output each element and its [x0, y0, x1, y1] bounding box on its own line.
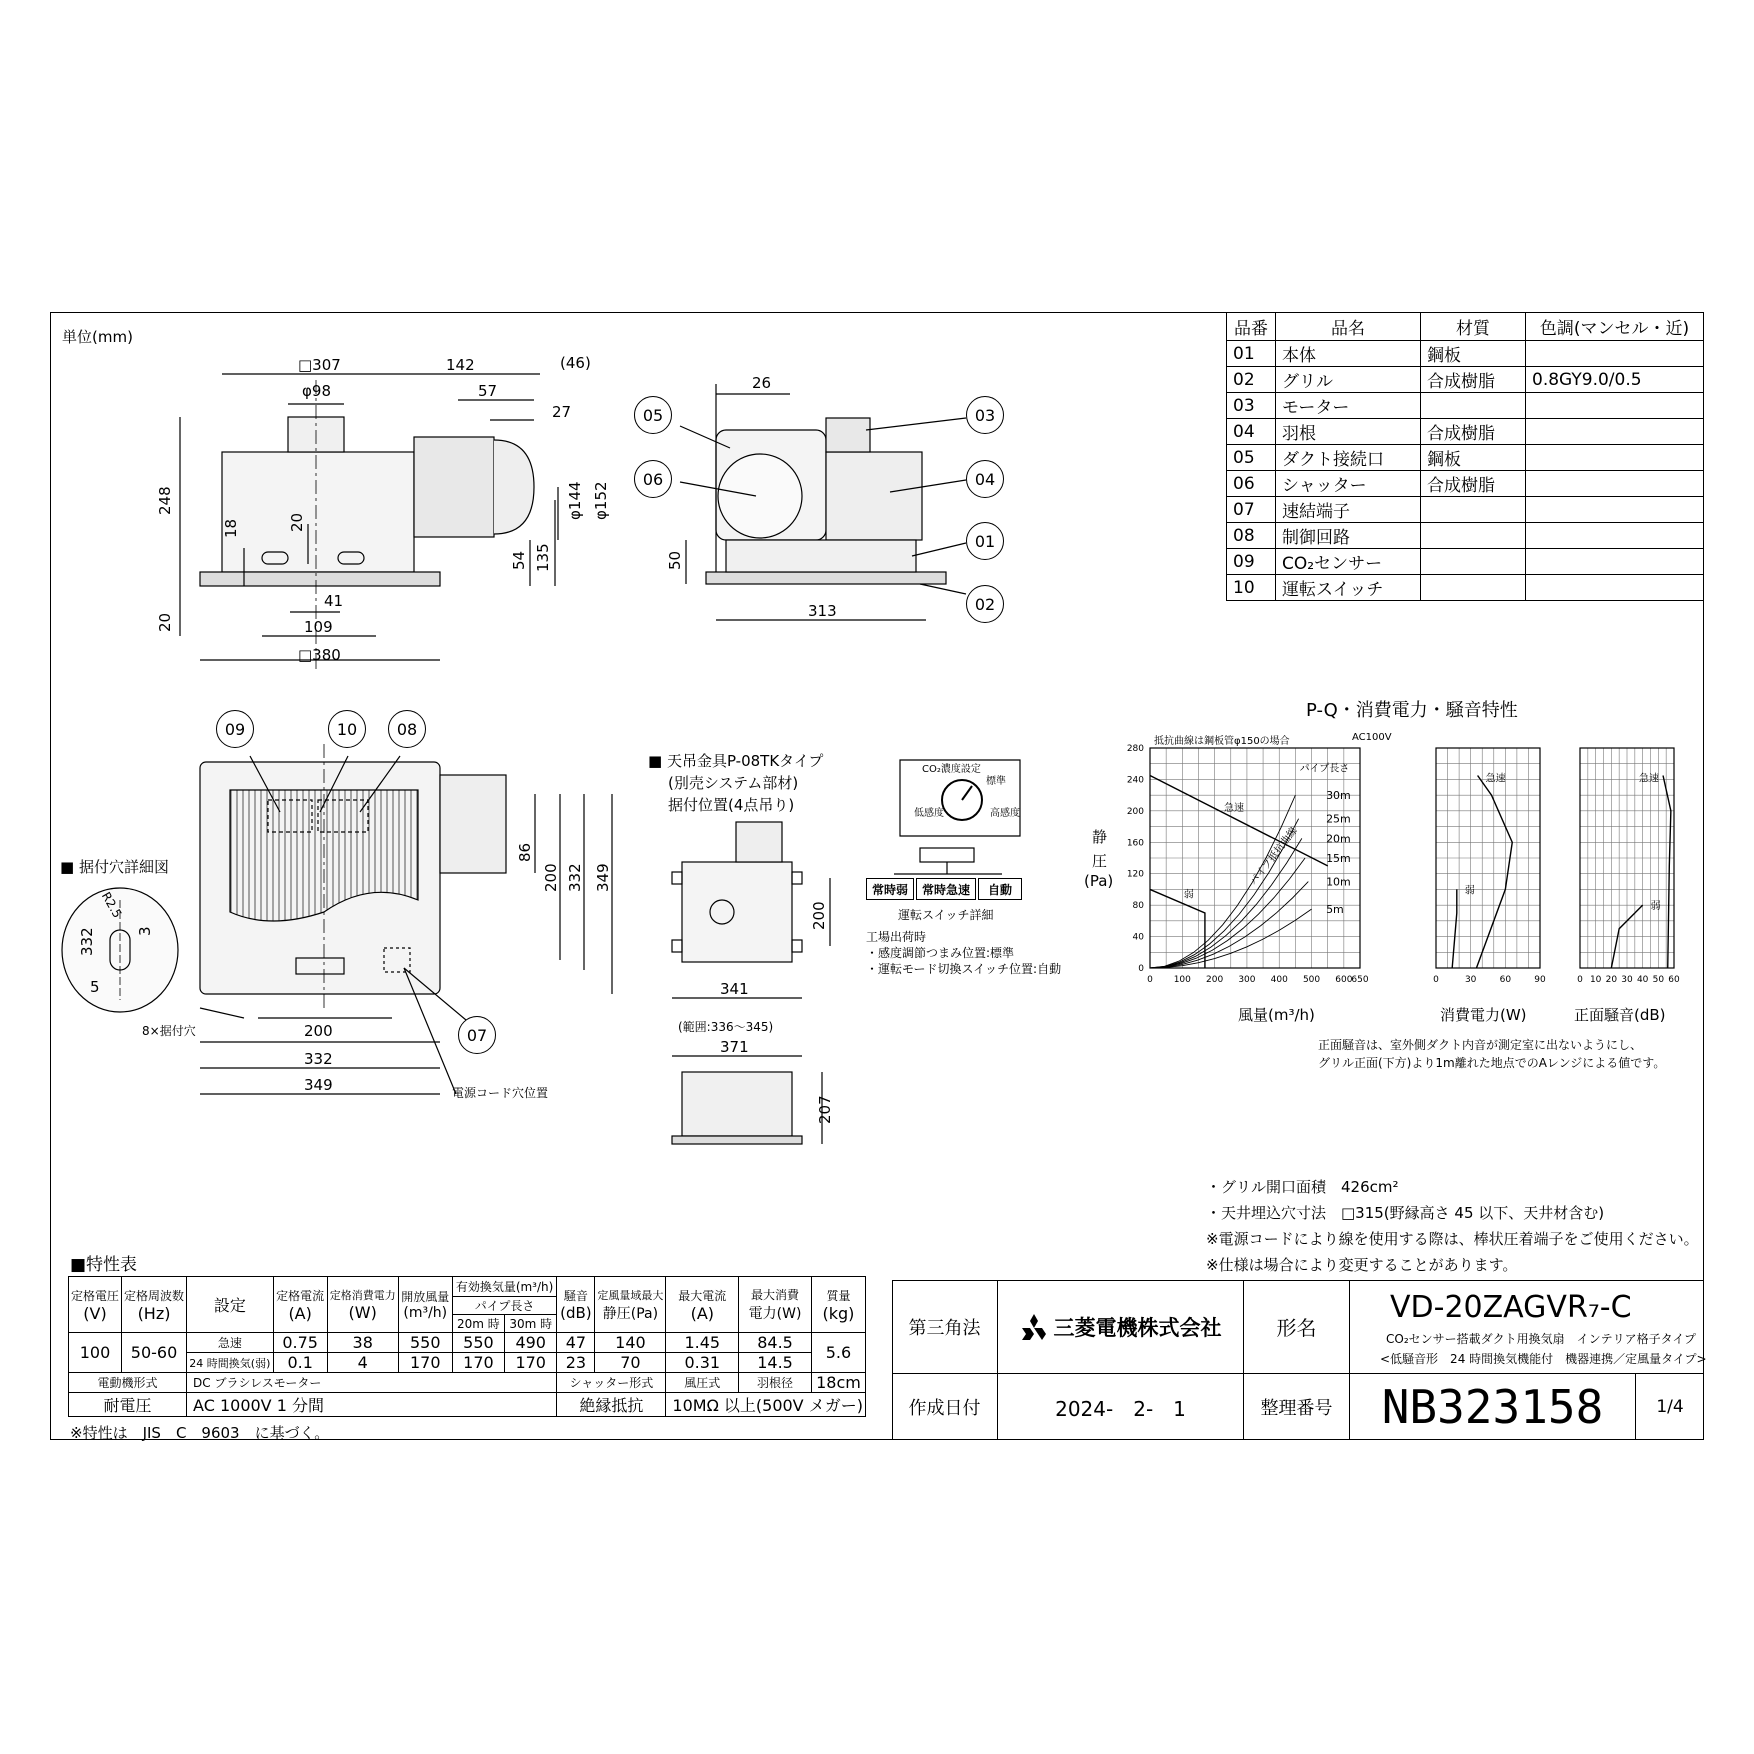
dim-label: φ98 [302, 382, 331, 400]
section-title: ■特性表 [70, 1255, 138, 1275]
h-maxpow-unit: 電力(W) [748, 1306, 802, 1322]
h-power: 定格消費電力 [329, 1289, 396, 1302]
y-axis-label: (Pa) [1084, 872, 1114, 890]
table-row [69, 1393, 866, 1417]
note-line: ・天井埋込穴寸法 □315(野縁高さ 45 以下、天井材含む) [1206, 1204, 1605, 1222]
x-tick-label: 50 [1652, 975, 1665, 985]
h-voltage-unit: (V) [83, 1303, 107, 1323]
chart-note: 抵抗曲線は鋼板管φ150の場合 [1154, 736, 1290, 747]
projection: 第三角法 [892, 1280, 998, 1374]
y-tick-label: 120 [1126, 869, 1144, 880]
x-tick-label: 600 [1335, 975, 1353, 985]
part-no: 04 [1227, 419, 1276, 445]
hanger-sub: 据付位置(4点吊り) [668, 796, 795, 814]
series-label: 急速 [1485, 773, 1506, 785]
chart-title: P-Q・消費電力・騒音特性 [1306, 700, 1518, 721]
pipe-curve [1150, 858, 1305, 968]
section-title: ■ 天吊金具P-08TKタイプ [648, 752, 824, 770]
note-line: ※電源コードにより線を使用する際は、棒状圧着端子をご使用ください。 [1206, 1230, 1699, 1248]
callout-circle: 07 [458, 1016, 496, 1054]
pipe-curve [1150, 819, 1299, 968]
part-material: 鋼板 [1421, 445, 1526, 471]
h-open-unit: (m³/h) [403, 1305, 448, 1321]
dim-label: 207 [816, 1095, 834, 1124]
part-name: グリル [1276, 367, 1421, 393]
part-name: ダクト接続口 [1276, 445, 1421, 471]
unit-label: 単位(mm) [62, 328, 133, 346]
dim-label: 86 [516, 842, 534, 862]
cell-maxcur: 0.31 [666, 1353, 739, 1373]
cell-power: 38 [327, 1333, 398, 1353]
h-static-unit: 静圧(Pa) [602, 1305, 659, 1322]
cell-e20: 550 [452, 1333, 504, 1353]
cell-setting: 24 時間換気(弱) [187, 1353, 274, 1373]
note-line: ・グリル開口面積 426cm² [1206, 1178, 1399, 1196]
h-current-unit: (A) [288, 1303, 312, 1323]
date-value: 2024- 2- 1 [998, 1374, 1244, 1440]
dim-label: 20 [288, 512, 306, 532]
dim-label: φ152 [592, 481, 610, 520]
date-label: 作成日付 [892, 1374, 998, 1440]
x-tick-label: 0 [1147, 975, 1153, 985]
withstand-value: AC 1000V 1 分間 [187, 1393, 557, 1417]
model-desc: CO₂センサー搭載ダクト用換気扇 インテリア格子タイプ [1386, 1332, 1697, 1346]
y-tick-label: 160 [1126, 838, 1144, 849]
x-axis-label: 正面騒音(dB) [1574, 1006, 1666, 1024]
callout-circle: 05 [634, 396, 672, 434]
h-current: 定格電流 [276, 1288, 325, 1303]
pipe-curve-label: パイプ抵抗曲線 [1248, 825, 1300, 888]
mode-button-auto[interactable]: 自動 [978, 878, 1022, 900]
part-material: 鋼板 [1421, 341, 1526, 367]
dim-label: 349 [594, 863, 612, 892]
x-tick-label: 300 [1238, 975, 1256, 985]
chart-supply: AC100V [1352, 732, 1392, 743]
dim-label: 332 [304, 1050, 333, 1068]
number-label: 整理番号 [1244, 1374, 1350, 1440]
part-name: 本体 [1276, 341, 1421, 367]
cell-maxpow: 14.5 [739, 1353, 812, 1373]
cell-maxcur: 1.45 [666, 1333, 739, 1353]
h-noise-unit: (dB) [560, 1304, 592, 1322]
callout-circle: 08 [388, 710, 426, 748]
dim-label: 200 [542, 863, 560, 892]
callout-circle: 01 [966, 522, 1004, 560]
h-freq: 定格周波数 [124, 1288, 185, 1303]
blade-value: 18cm [811, 1373, 865, 1393]
h-maxcur-unit: (A) [690, 1303, 715, 1323]
x-tick-label: 30 [1464, 975, 1477, 985]
mount-holes-label: 8×据付穴 [142, 1024, 196, 1038]
x-tick-label: 40 [1636, 975, 1649, 985]
spec-footnote: ※特性は JIS C 9603 に基づく。 [70, 1424, 330, 1442]
dim-label: 26 [752, 374, 772, 392]
h-mass-unit: (kg) [822, 1303, 855, 1323]
model-desc: <低騒音形 24 時間換気機能付 機器連携／定風量タイプ> [1380, 1352, 1707, 1366]
series-line [1150, 889, 1205, 968]
chart-footnote: 正面騒音は、室外側ダクト内音が測定室に出ないようにし、 [1318, 1038, 1643, 1052]
pipe-length-label: 20m [1326, 832, 1351, 846]
y-tick-label: 280 [1126, 744, 1144, 754]
dim-label: 135 [534, 543, 552, 572]
h-pipe: パイプ長さ [452, 1297, 557, 1315]
shutter-label: シャッター形式 [557, 1373, 666, 1393]
model-label: 形名 [1244, 1280, 1350, 1374]
pipe-length-label: 5m [1326, 903, 1344, 917]
cell-e20: 170 [452, 1353, 504, 1373]
dim-label: 332 [566, 863, 584, 892]
parts-header: 材質 [1421, 313, 1526, 341]
page-number: 1/4 [1656, 1397, 1684, 1417]
callout-circle: 06 [634, 460, 672, 498]
dim-label: 332 [78, 927, 96, 956]
dim-label: □380 [298, 646, 341, 664]
model-number: VD-20ZAGVR₇-C [1390, 1290, 1632, 1325]
x-tick-label: 90 [1534, 975, 1546, 985]
part-name: シャッター [1276, 471, 1421, 497]
hanger-sub: (別売システム部材) [668, 774, 799, 792]
cell-current: 0.75 [273, 1333, 327, 1353]
x-tick-label: 30 [1621, 975, 1633, 985]
h-freq-unit: (Hz) [137, 1303, 171, 1323]
series-label: 弱 [1183, 889, 1194, 901]
dim-label: 54 [510, 550, 528, 570]
h-setting: 設定 [187, 1277, 274, 1333]
insul-value: 10MΩ 以上(500V メガー) [666, 1393, 866, 1417]
part-material: 合成樹脂 [1421, 419, 1526, 445]
dim-label: 50 [666, 550, 684, 570]
dim-label: 142 [446, 356, 475, 374]
part-no: 05 [1227, 445, 1276, 471]
blade-label: 羽根径 [739, 1373, 812, 1393]
mitsubishi-logo-icon [1020, 1314, 1048, 1340]
company-cell [998, 1280, 1244, 1374]
table-row [69, 1373, 866, 1393]
cell-noise: 23 [557, 1353, 595, 1373]
part-no: 07 [1227, 497, 1276, 523]
part-no: 08 [1227, 523, 1276, 549]
dim-label: 341 [720, 980, 749, 998]
dim-label: 57 [478, 382, 498, 400]
dim-label: φ144 [566, 481, 584, 520]
dim-label: (46) [560, 354, 591, 372]
dim-label: 371 [720, 1038, 749, 1056]
cell-freq: 50-60 [122, 1333, 187, 1373]
note-line: ※仕様は場合により変更することがあります。 [1206, 1256, 1518, 1274]
cell-e30: 490 [505, 1333, 557, 1353]
pipe-length-label: 25m [1326, 812, 1351, 826]
cell-open: 170 [398, 1353, 452, 1373]
x-axis-label: 消費電力(W) [1440, 1006, 1527, 1024]
dim-label: 41 [324, 592, 344, 610]
part-color: 0.8GY9.0/0.5 [1526, 367, 1704, 393]
factory-note: ・感度調節つまみ位置:標準 [866, 946, 1015, 960]
y-tick-label: 200 [1126, 806, 1144, 817]
parts-header: 色調(マンセル・近) [1526, 313, 1704, 341]
parts-header: 品名 [1276, 313, 1421, 341]
dial-label: 高感度 [990, 808, 1020, 819]
h-effective: 有効換気量(m³/h) [452, 1277, 557, 1297]
company-name: 三菱電機株式会社 [1053, 1315, 1222, 1340]
section-title: ■ 据付穴詳細図 [60, 858, 169, 876]
part-no: 02 [1227, 367, 1276, 393]
callout-circle: 03 [966, 396, 1004, 434]
h-30m: 30m 時 [505, 1315, 557, 1333]
part-name: 速結端子 [1276, 497, 1421, 523]
x-tick-label: 60 [1499, 975, 1512, 985]
pipe-length-title: パイプ長さ [1299, 763, 1350, 775]
callout-circle: 04 [966, 460, 1004, 498]
part-material: 合成樹脂 [1421, 471, 1526, 497]
part-no: 03 [1227, 393, 1276, 419]
parts-header: 品番 [1227, 313, 1276, 341]
h-power-unit: (W) [348, 1303, 377, 1322]
series-label: 弱 [1464, 885, 1475, 897]
dim-label: 248 [156, 486, 174, 515]
series-label: 弱 [1650, 901, 1661, 913]
dim-label: 20 [156, 612, 174, 632]
part-material: 合成樹脂 [1421, 367, 1526, 393]
series-line [1663, 776, 1671, 969]
part-no: 01 [1227, 341, 1276, 367]
h-static: 定風量域最大 [597, 1288, 664, 1302]
x-axis-label: 風量(m³/h) [1238, 1006, 1315, 1024]
dim-label: 200 [304, 1022, 333, 1040]
dim-label: □307 [298, 356, 341, 374]
factory-title: 工場出荷時 [866, 930, 927, 944]
part-name: 羽根 [1276, 419, 1421, 445]
h-open: 開放風量 [401, 1290, 450, 1304]
x-tick-label: 100 [1173, 975, 1191, 985]
dial-label: 低感度 [914, 808, 944, 819]
part-name: 制御回路 [1276, 523, 1421, 549]
pipe-length-label: 15m [1326, 852, 1351, 865]
y-axis-label: 圧 [1092, 852, 1108, 870]
x-tick-label: 10 [1589, 975, 1602, 985]
cord-hole-label: 電源コード穴位置 [452, 1086, 549, 1100]
factory-note: ・運転モード切換スイッチ位置:自動 [866, 962, 1062, 976]
part-name: CO₂センサー [1276, 549, 1421, 575]
shutter-value: 風圧式 [666, 1373, 739, 1393]
x-tick-label: 0 [1577, 975, 1583, 985]
dim-label: 3 [136, 926, 154, 936]
cell-maxpow: 84.5 [739, 1333, 812, 1353]
series-label: 急速 [1224, 802, 1244, 814]
h-noise: 騒音 [563, 1289, 588, 1303]
series-line [1452, 889, 1457, 968]
table-row [69, 1353, 866, 1373]
cell-voltage: 100 [69, 1333, 122, 1373]
y-tick-label: 0 [1138, 964, 1144, 974]
cell-open: 550 [398, 1333, 452, 1353]
cell-power: 4 [327, 1353, 398, 1373]
part-no: 06 [1227, 471, 1276, 497]
mode-button-weak[interactable]: 常時弱 [866, 878, 914, 900]
chart-footnote: グリル正面(下方)より1m離れた地点でのAレンジによる値です。 [1318, 1056, 1666, 1070]
callout-circle: 10 [328, 710, 366, 748]
spec-table [68, 1276, 866, 1417]
h-mass: 質量 [826, 1288, 851, 1303]
h-maxcur: 最大電流 [678, 1288, 727, 1303]
dim-label: (範囲:336～345) [678, 1020, 774, 1034]
cell-e30: 170 [505, 1353, 557, 1373]
dial-label: CO₂濃度設定 [922, 764, 981, 775]
h-20m: 20m 時 [452, 1315, 504, 1333]
cell-static: 140 [595, 1333, 666, 1353]
dim-label: 5 [90, 978, 100, 996]
y-tick-label: 40 [1132, 932, 1144, 943]
x-tick-label: 20 [1605, 975, 1618, 985]
motor-value: DC ブラシレスモーター [187, 1373, 557, 1393]
x-tick-label: 650 [1351, 975, 1369, 985]
dim-label: 18 [222, 518, 240, 538]
dim-label: 200 [810, 901, 828, 930]
pipe-length-label: 30m [1326, 789, 1351, 803]
part-name: 運転スイッチ [1276, 575, 1421, 601]
pipe-length-label: 10m [1326, 875, 1351, 889]
part-no: 10 [1227, 575, 1276, 601]
series-label: 急速 [1639, 773, 1660, 785]
h-maxpow: 最大消費 [751, 1288, 800, 1302]
dim-label: 27 [552, 403, 572, 421]
y-tick-label: 240 [1126, 775, 1144, 786]
withstand-label: 耐電圧 [69, 1393, 187, 1417]
x-tick-label: 60 [1668, 975, 1680, 985]
x-tick-label: 400 [1270, 975, 1288, 985]
callout-circle: 02 [966, 585, 1004, 623]
motor-label: 電動機形式 [69, 1373, 187, 1393]
dim-label: 109 [304, 618, 333, 636]
x-tick-label: 0 [1433, 975, 1439, 985]
drawing-number: NB323158 [1350, 1374, 1636, 1440]
x-tick-label: 200 [1206, 975, 1224, 985]
dial-label: 標準 [986, 776, 1006, 787]
y-tick-label: 80 [1132, 901, 1144, 912]
cell-setting: 急速 [187, 1333, 274, 1353]
cell-static: 70 [595, 1353, 666, 1373]
series-line [1476, 776, 1512, 969]
x-tick-label: 500 [1302, 975, 1321, 985]
series-line [1150, 776, 1328, 866]
part-no: 09 [1227, 549, 1276, 575]
y-axis-label: 静 [1092, 828, 1108, 846]
cell-noise: 47 [557, 1333, 595, 1353]
table-row [69, 1333, 866, 1353]
part-name: モーター [1276, 393, 1421, 419]
model-cell [1350, 1280, 1707, 1374]
cell-current: 0.1 [273, 1353, 327, 1373]
cell-mass: 5.6 [811, 1333, 865, 1373]
callout-circle: 09 [216, 710, 254, 748]
insul-label: 絶縁抵抗 [557, 1393, 666, 1417]
dim-label: R2.5 [98, 889, 125, 921]
mode-button-fast[interactable]: 常時急速 [916, 878, 976, 900]
switch-caption: 運転スイッチ詳細 [898, 908, 994, 922]
dim-label: 349 [304, 1076, 333, 1094]
h-voltage: 定格電圧 [71, 1288, 120, 1303]
dim-label: 313 [808, 602, 837, 620]
